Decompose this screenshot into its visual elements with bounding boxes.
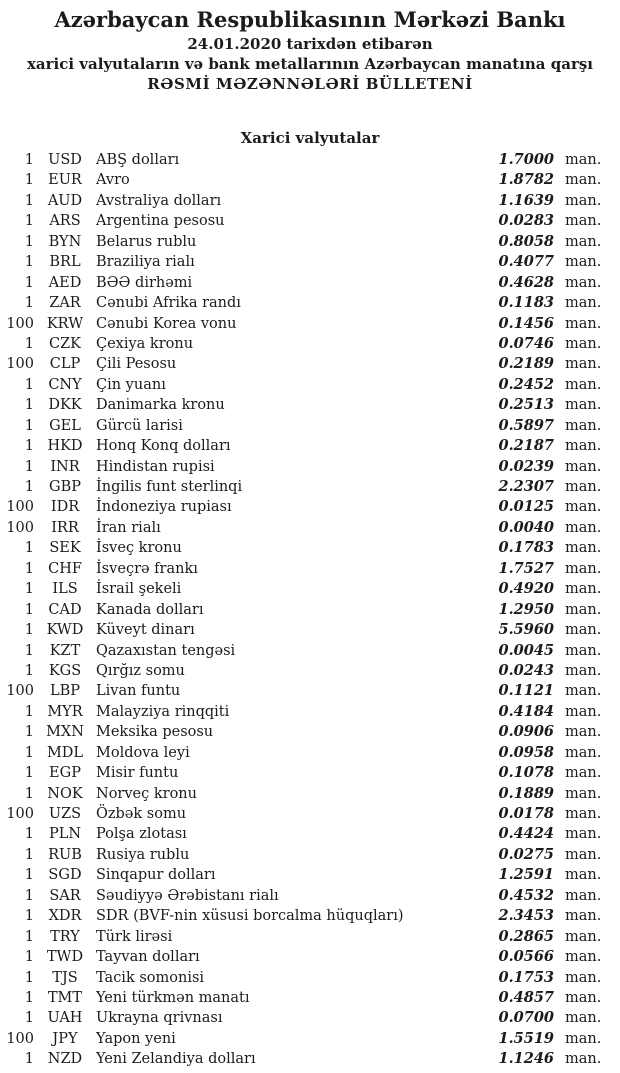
quantity-cell: 100 (6, 356, 34, 373)
rate-cell: 2.2307 (498, 478, 554, 495)
unit-cell: man. (565, 724, 602, 741)
unit-cell: man. (565, 601, 602, 618)
currency-code-cell: KRW (46, 315, 84, 332)
currency-code-cell: ILS (52, 581, 78, 598)
unit-cell: man. (565, 438, 602, 455)
quantity-cell: 1 (24, 908, 34, 925)
currency-name-cell: Belarus rublu (96, 233, 197, 250)
quantity-cell: 1 (24, 560, 34, 577)
quantity-cell: 1 (24, 989, 34, 1006)
currency-name-cell: Norveç kronu (96, 785, 197, 802)
table-row (0, 641, 620, 661)
currency-name-cell: Özbək somu (96, 806, 187, 822)
table-row (0, 191, 620, 211)
table-row (0, 150, 620, 170)
quantity-cell: 1 (24, 254, 34, 271)
currency-name-cell: Yeni türkmən manatı (96, 989, 250, 1006)
quantity-cell: 1 (24, 622, 34, 639)
currency-name-cell: Cənubi Afrika randı (96, 295, 241, 312)
table-row (0, 579, 620, 599)
currency-name-cell: Livan funtu (96, 683, 181, 700)
unit-cell: man. (565, 172, 602, 189)
rate-cell: 5.5960 (498, 621, 554, 639)
quantity-cell: 1 (24, 458, 34, 475)
currency-code-cell: AUD (47, 192, 83, 209)
table-row (0, 416, 620, 436)
currency-name-cell: Küveyt dinarı (96, 622, 195, 639)
table-row (0, 497, 620, 517)
currency-name-cell: Yapon yeni (96, 1030, 176, 1047)
currency-name-cell: Gürcü larisi (96, 417, 183, 434)
rate-cell: 0.0125 (498, 498, 554, 516)
table-row (0, 845, 620, 865)
rate-cell: 1.7000 (498, 151, 554, 168)
table-row (0, 375, 620, 395)
currency-name-cell: Yeni Zelandiya dolları (96, 1051, 256, 1068)
table-row (0, 804, 620, 824)
unit-cell: man. (565, 1010, 602, 1027)
currency-code-cell: MDL (46, 744, 84, 761)
table-row (0, 824, 620, 844)
unit-cell: man. (565, 233, 602, 250)
currency-code-cell: TMT (47, 989, 83, 1006)
currency-name-cell: Rusiya rublu (96, 846, 190, 863)
rate-cell: 0.8058 (498, 232, 554, 250)
currency-code-cell: GBP (49, 479, 81, 495)
currency-code-cell: LBP (49, 683, 81, 700)
unit-cell: man. (565, 376, 602, 393)
currency-name-cell: İran rialı (96, 519, 161, 536)
unit-cell: man. (565, 867, 602, 884)
currency-code-cell: PLN (48, 826, 82, 843)
currency-name-cell: Argentina pesosu (96, 213, 225, 230)
currency-name-cell: Qırğız somu (96, 662, 185, 679)
table-row (0, 763, 620, 783)
rates-table (0, 150, 620, 1070)
rate-cell: 0.0958 (498, 743, 554, 761)
effective-date-line: 24.01.2020 tarixdən etibarən (187, 35, 433, 53)
unit-cell: man. (565, 765, 602, 782)
currency-code-cell: MYR (47, 703, 83, 720)
unit-cell: man. (565, 397, 602, 414)
currency-name-cell: Meksika pesosu (96, 724, 214, 741)
rate-cell: 0.2452 (498, 375, 554, 393)
unit-cell: man. (565, 1051, 602, 1068)
quantity-cell: 1 (24, 376, 34, 393)
quantity-cell: 1 (24, 785, 34, 802)
rate-cell: 0.0746 (498, 334, 554, 352)
rate-cell: 0.4184 (498, 702, 554, 720)
unit-cell: man. (565, 213, 602, 230)
table-row (0, 947, 620, 967)
rate-cell: 0.0239 (498, 457, 554, 475)
currency-name-cell: Sinqapur dolları (96, 867, 216, 884)
currency-code-cell: BRL (49, 254, 81, 271)
quantity-cell: 1 (24, 172, 34, 189)
rate-cell: 0.2865 (498, 927, 554, 945)
table-row (0, 436, 620, 456)
currency-code-cell: CAD (48, 601, 82, 618)
table-row (0, 988, 620, 1008)
unit-cell: man. (565, 662, 602, 679)
currency-code-cell: UAH (47, 1010, 83, 1027)
currency-code-cell: CNY (48, 376, 82, 393)
bank-title: Azərbaycan Respublikasının Mərkəzi Bankı (54, 7, 566, 32)
unit-cell: man. (565, 744, 602, 761)
currency-code-cell: KGS (48, 662, 82, 679)
quantity-cell: 1 (24, 152, 34, 168)
quantity-cell: 1 (24, 867, 34, 884)
quantity-cell: 1 (24, 826, 34, 843)
quantity-cell: 100 (6, 1030, 34, 1047)
currency-name-cell: Misir funtu (96, 765, 179, 782)
currency-code-cell: ZAR (49, 295, 81, 312)
currency-name-cell: Türk lirəsi (96, 928, 173, 945)
quantity-cell: 1 (24, 928, 34, 945)
currency-code-cell: GEL (49, 417, 81, 434)
currency-name-cell: Tacik somonisi (96, 969, 205, 986)
currency-code-cell: NOK (47, 785, 83, 802)
unit-cell: man. (565, 192, 602, 209)
unit-cell: man. (565, 356, 602, 373)
table-row (0, 702, 620, 722)
currency-name-cell: Ukrayna qrivnası (96, 1010, 223, 1027)
rate-cell: 0.0275 (498, 845, 554, 863)
quantity-cell: 1 (24, 703, 34, 720)
quantity-cell: 1 (24, 233, 34, 250)
quantity-cell: 1 (24, 744, 34, 761)
unit-cell: man. (565, 806, 602, 822)
quantity-cell: 100 (6, 315, 34, 332)
unit-cell: man. (565, 581, 602, 598)
rate-cell: 0.0700 (498, 1009, 554, 1027)
unit-cell: man. (565, 969, 602, 986)
rate-cell: 0.1078 (498, 764, 554, 782)
currency-name-cell: Hindistan rupisi (96, 458, 215, 475)
currency-name-cell: Tayvan dolları (96, 949, 200, 966)
rate-cell: 1.1639 (498, 191, 554, 209)
rate-cell: 0.0906 (498, 723, 554, 741)
rate-cell: 1.7527 (498, 559, 554, 577)
table-row (0, 600, 620, 620)
currency-name-cell: Çili Pesosu (96, 356, 177, 373)
rate-cell: 0.4424 (498, 825, 554, 843)
unit-cell: man. (565, 622, 602, 639)
rate-cell: 0.2189 (498, 355, 554, 373)
table-row (0, 477, 620, 497)
unit-cell: man. (565, 785, 602, 802)
quantity-cell: 1 (24, 581, 34, 598)
currency-name-cell: İsrail şekeli (96, 581, 182, 598)
rate-cell: 1.1246 (498, 1050, 554, 1068)
rate-cell: 0.1783 (498, 539, 554, 557)
table-row (0, 784, 620, 804)
currency-name-cell: Honq Konq dolları (96, 438, 231, 455)
table-row (0, 927, 620, 947)
currency-name-cell: Polşa zlotası (96, 826, 187, 843)
unit-cell: man. (565, 928, 602, 945)
currency-code-cell: HKD (47, 438, 83, 455)
table-row (0, 538, 620, 558)
table-row (0, 559, 620, 579)
currency-name-cell: Cənubi Korea vonu (96, 315, 237, 332)
quantity-cell: 1 (24, 846, 34, 863)
table-row (0, 170, 620, 190)
rate-cell: 0.4857 (498, 988, 554, 1006)
unit-cell: man. (565, 642, 602, 659)
currency-code-cell: TJS (52, 969, 78, 986)
quantity-cell: 1 (24, 765, 34, 782)
currency-code-cell: EUR (48, 172, 82, 189)
currency-name-cell: Çexiya kronu (96, 335, 194, 352)
currency-code-cell: MXN (46, 724, 84, 741)
unit-cell: man. (565, 846, 602, 863)
unit-cell: man. (565, 499, 602, 516)
table-row (0, 211, 620, 231)
unit-cell: man. (565, 989, 602, 1006)
unit-cell: man. (565, 908, 602, 925)
rate-cell: 0.1753 (498, 968, 554, 986)
unit-cell: man. (565, 949, 602, 966)
rate-cell: 0.1456 (498, 314, 554, 332)
quantity-cell: 1 (24, 540, 34, 557)
quantity-cell: 1 (24, 969, 34, 986)
quantity-cell: 1 (24, 601, 34, 618)
quantity-cell: 1 (24, 438, 34, 455)
currency-name-cell: ABŞ dolları (96, 152, 180, 168)
quantity-cell: 100 (6, 519, 34, 536)
section-title: Xarici valyutalar (240, 129, 380, 147)
quantity-cell: 100 (6, 683, 34, 700)
currency-name-cell: İndoneziya rupiası (96, 499, 232, 516)
currency-name-cell: BƏƏ dirhəmi (96, 274, 193, 291)
currency-code-cell: CHF (48, 560, 82, 577)
table-row (0, 293, 620, 313)
currency-name-cell: Avro (96, 172, 130, 189)
table-row (0, 886, 620, 906)
currency-code-cell: IDR (50, 499, 80, 516)
currency-code-cell: CZK (48, 335, 81, 352)
currency-code-cell: SGD (48, 867, 82, 884)
currency-code-cell: INR (50, 458, 80, 475)
currency-name-cell: SDR (BVF-nin xüsusi borcalma hüquqları) (96, 908, 404, 925)
table-row (0, 334, 620, 354)
unit-cell: man. (565, 826, 602, 843)
table-row (0, 865, 620, 885)
unit-cell: man. (565, 887, 602, 904)
rate-cell: 0.0283 (498, 212, 554, 230)
currency-code-cell: XDR (48, 908, 82, 925)
currency-code-cell: USD (48, 152, 82, 168)
table-row (0, 722, 620, 742)
rate-cell: 0.4628 (498, 273, 554, 291)
unit-cell: man. (565, 295, 602, 312)
currency-code-cell: ARS (49, 213, 81, 230)
quantity-cell: 1 (24, 479, 34, 495)
unit-cell: man. (565, 335, 602, 352)
rate-cell: 0.0178 (498, 805, 554, 822)
table-row (0, 273, 620, 293)
currency-code-cell: BYN (48, 233, 82, 250)
currency-name-cell: İngilis funt sterlinqi (96, 479, 243, 495)
quantity-cell: 1 (24, 335, 34, 352)
quantity-cell: 1 (24, 642, 34, 659)
currency-code-cell: SAR (49, 887, 81, 904)
currency-code-cell: CLP (49, 356, 81, 373)
rate-cell: 0.0045 (498, 641, 554, 659)
currency-code-cell: UZS (48, 806, 82, 822)
rate-cell: 1.5519 (498, 1029, 554, 1047)
currency-code-cell: KZT (49, 642, 81, 659)
quantity-cell: 1 (24, 1051, 34, 1068)
bulletin-title: RƏSMİ MƏZƏNNƏLƏRİ BÜLLETENİ (147, 75, 473, 93)
rate-cell: 0.1121 (498, 682, 554, 700)
currency-name-cell: Avstraliya dolları (96, 192, 222, 209)
unit-cell: man. (565, 479, 602, 495)
table-row (0, 314, 620, 334)
currency-name-cell: Braziliya rialı (96, 254, 195, 271)
table-row (0, 661, 620, 681)
rate-cell: 1.2591 (498, 866, 554, 884)
rate-cell: 0.0243 (498, 661, 554, 679)
quantity-cell: 1 (24, 417, 34, 434)
quantity-cell: 1 (24, 192, 34, 209)
currency-code-cell: SEK (49, 540, 81, 557)
currency-code-cell: RUB (48, 846, 82, 863)
rate-cell: 0.4077 (498, 253, 554, 271)
rate-cell: 0.0566 (498, 948, 554, 966)
unit-cell: man. (565, 703, 602, 720)
table-row (0, 518, 620, 538)
currency-code-cell: TRY (50, 928, 80, 945)
quantity-cell: 100 (6, 806, 34, 822)
unit-cell: man. (565, 540, 602, 557)
quantity-cell: 1 (24, 887, 34, 904)
table-row (0, 681, 620, 701)
currency-name-cell: Qazaxıstan tengəsi (96, 642, 236, 659)
subtitle-line: xarici valyutaların və bank metallarının Azərbaycan manatına qarşı (26, 55, 594, 73)
unit-cell: man. (565, 274, 602, 291)
rate-cell: 0.5897 (498, 416, 554, 434)
quantity-cell: 1 (24, 274, 34, 291)
table-row (0, 1049, 620, 1069)
quantity-cell: 1 (24, 1010, 34, 1027)
unit-cell: man. (565, 417, 602, 434)
currency-name-cell: Çin yuanı (96, 376, 166, 393)
rate-cell: 0.1183 (498, 294, 554, 312)
rate-cell: 2.3453 (498, 907, 554, 925)
unit-cell: man. (565, 560, 602, 577)
currency-code-cell: DKK (48, 397, 82, 414)
table-row (0, 1029, 620, 1049)
unit-cell: man. (565, 1030, 602, 1047)
unit-cell: man. (565, 683, 602, 700)
quantity-cell: 1 (24, 949, 34, 966)
currency-name-cell: Danimarka kronu (96, 397, 225, 414)
rate-cell: 1.2950 (498, 600, 554, 618)
currency-code-cell: IRR (51, 519, 79, 536)
quantity-cell: 100 (6, 499, 34, 516)
currency-code-cell: TWD (46, 949, 84, 966)
table-row (0, 354, 620, 374)
currency-name-cell: Kanada dolları (96, 601, 204, 618)
rate-cell: 0.0040 (498, 518, 554, 536)
table-row (0, 743, 620, 763)
quantity-cell: 1 (24, 213, 34, 230)
currency-name-cell: İsveç kronu (96, 540, 182, 557)
unit-cell: man. (565, 254, 602, 271)
currency-code-cell: JPY (52, 1030, 78, 1047)
rate-cell: 0.4920 (498, 580, 554, 598)
table-row (0, 620, 620, 640)
rate-cell: 0.2513 (498, 396, 554, 414)
currency-name-cell: İsveçrə frankı (96, 560, 198, 577)
currency-code-cell: KWD (46, 622, 84, 639)
table-row (0, 906, 620, 926)
table-row (0, 968, 620, 988)
quantity-cell: 1 (24, 724, 34, 741)
currency-name-cell: Səudiyyə Ərəbistanı rialı (96, 887, 279, 904)
table-row (0, 232, 620, 252)
rate-cell: 0.1889 (498, 784, 554, 802)
unit-cell: man. (565, 152, 602, 168)
currency-code-cell: EGP (49, 765, 81, 782)
currency-code-cell: AED (48, 274, 82, 291)
currency-name-cell: Moldova leyi (96, 744, 190, 761)
document-header (0, 0, 620, 95)
currency-code-cell: NZD (47, 1051, 83, 1068)
unit-cell: man. (565, 315, 602, 332)
currency-name-cell: Malayziya rinqqiti (96, 703, 230, 720)
quantity-cell: 1 (24, 295, 34, 312)
quantity-cell: 1 (24, 397, 34, 414)
rate-cell: 1.8782 (498, 171, 554, 189)
rate-cell: 0.4532 (498, 886, 554, 904)
table-row (0, 457, 620, 477)
quantity-cell: 1 (24, 662, 34, 679)
table-row (0, 252, 620, 272)
unit-cell: man. (565, 519, 602, 536)
unit-cell: man. (565, 458, 602, 475)
table-row (0, 395, 620, 415)
rate-cell: 0.2187 (498, 437, 554, 455)
table-row (0, 1008, 620, 1028)
